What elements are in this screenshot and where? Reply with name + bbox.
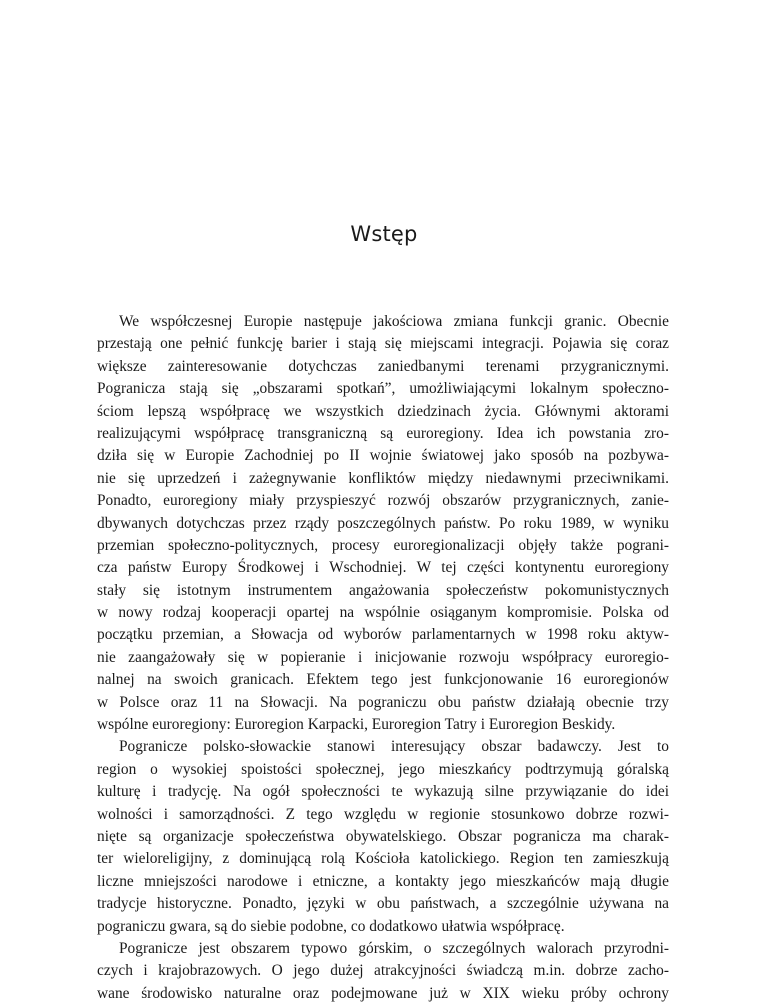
text-line: Ponadto, euroregiony miały przyspieszyć rozwój obszarów przygranicznych, zanie-	[97, 492, 669, 510]
text-line: region o wysokiej spoistości społecznej, jego mieszkańcy podtrzymują góralską	[97, 760, 669, 778]
text-line: liczne mniejszości narodowe i etniczne, a kontakty jego mieszkańców mają długie	[97, 872, 669, 890]
text-line: wolności i samorządności. Z tego względu w regionie stosunkowo dobrze rozwi-	[97, 805, 669, 823]
text-line: nięte są organizacje społeczeństwa obywatelskiego. Obszar pogranicza ma charak-	[97, 827, 669, 845]
text-line: Pogranicze polsko-słowackie stanowi interesujący obszar badawczy. Jest to	[119, 738, 669, 756]
text-line: wspólne euroregiony: Euroregion Karpacki, Euroregion Tatry i Euroregion Beskidy.	[97, 716, 616, 734]
text-line: przemian społeczno-politycznych, procesy euroregionalizacji objęły także pograni-	[97, 536, 669, 554]
text-line: cza państw Europy Środkowej i Wschodniej. W tej części kontynentu euroregiony	[97, 559, 669, 577]
page-title: Wstęp	[350, 222, 418, 246]
text-line: dziła się w Europie Zachodniej po II wojnie światowej jako sposób na pozbywa-	[97, 447, 669, 465]
text-line: dbywanych dotychczas przez rządy poszczególnych państw. Po roku 1989, w wyniku	[97, 514, 669, 532]
text-line: większe zainteresowanie dotychczas zaniedbanymi terenami przygranicznymi.	[97, 357, 669, 375]
text-line: Pogranicze jest obszarem typowo górskim, o szczególnych walorach przyrodni-	[119, 939, 669, 957]
text-line: wane środowisko naturalne oraz podejmowane już w XIX wieku próby ochrony	[97, 984, 669, 1002]
text-line: ściom lepszą współpracę we wszystkich dziedzinach życia. Głównymi aktorami	[97, 402, 669, 420]
text-line: czych i krajobrazowych. O jego dużej atrakcyjności świadczą m.in. dobrze zacho-	[97, 962, 669, 980]
text-line: Pogranicza stają się „obszarami spotkań”, umożliwiającymi lokalnym społeczno-	[97, 380, 669, 398]
text-line: tradycje historyczne. Ponadto, języki w obu państwach, a szczególnie używana na	[97, 895, 669, 913]
text-line: przestają one pełnić funkcję barier i stają się miejscami integracji. Pojawia się coraz	[97, 335, 669, 353]
text-line: ter wieloreligijny, z dominującą rolą Kościoła katolickiego. Region ten zamieszkują	[97, 850, 669, 868]
text-line: nie zaangażowały się w popieranie i inicjowanie rozwoju współpracy euroregio-	[97, 648, 669, 666]
text-line: kulturę i tradycję. Na ogół społeczności te wykazują silne przywiązanie do idei	[97, 783, 669, 801]
text-line: realizującymi współpracę transgraniczną są euroregiony. Idea ich powstania zro-	[97, 424, 669, 442]
body-text	[97, 311, 669, 1005]
text-line: stały się istotnym instrumentem angażowania społeczeństw pokomunistycznych	[97, 581, 669, 599]
text-line: w nowy rodzaj kooperacji opartej na wspólnie osiąganym kompromisie. Polska od	[97, 604, 669, 622]
text-line: nie się uprzedzeń i zażegnywanie konfliktów między niedawnymi przeciwnikami.	[97, 469, 669, 487]
text-line: pograniczu gwara, są do siebie podobne, co dodatkowo ułatwia współpracę.	[97, 917, 565, 935]
text-line: We współczesnej Europie następuje jakościowa zmiana funkcji granic. Obecnie	[119, 313, 669, 330]
text-line: w Polsce oraz 11 na Słowacji. Na pograniczu obu państw działają obecnie trzy	[97, 693, 669, 711]
text-line: początku przemian, a Słowacja od wyborów parlamentarnych w 1998 roku aktyw-	[97, 626, 669, 644]
text-line: nalnej na swoich granicach. Efektem tego jest funkcjonowanie 16 euroregionów	[97, 671, 669, 689]
